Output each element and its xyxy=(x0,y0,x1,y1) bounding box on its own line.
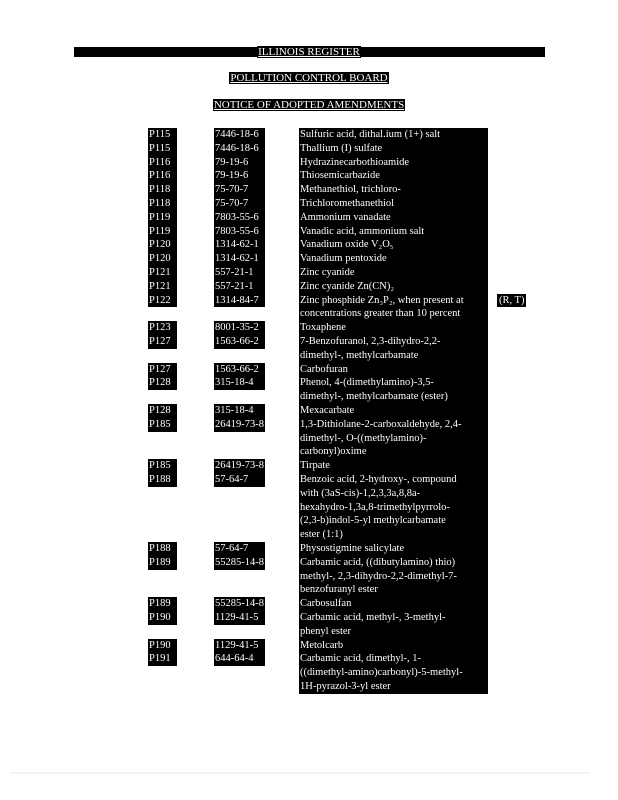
hazardous-waste-code: P128 xyxy=(148,404,177,418)
cas-number: 7803-55-6 xyxy=(214,225,265,239)
table-row xyxy=(0,225,618,239)
hazardous-waste-code: P185 xyxy=(148,418,177,432)
table-row xyxy=(0,418,618,459)
hazardous-waste-table xyxy=(0,128,618,694)
table-row xyxy=(0,556,618,597)
cas-number: 1314-62-1 xyxy=(214,252,265,266)
substance-name-line: Phenol, 4-(dimethylamino)-3,5- xyxy=(300,377,434,389)
substance-name xyxy=(299,294,488,322)
substance-name-line: Zinc cyanide Zn(CN)₂ xyxy=(300,280,395,292)
hazardous-waste-code: P118 xyxy=(148,197,177,211)
substance-name-line: Zinc phosphide Zn₃P₂, when present at xyxy=(300,294,464,306)
cas-number: 1314-84-7 xyxy=(214,294,265,308)
hazardous-waste-code: P119 xyxy=(148,211,177,225)
substance-name-line: Benzoic acid, 2-hydroxy-, compound xyxy=(300,473,457,485)
hazardous-waste-code: P191 xyxy=(148,652,177,666)
substance-name-line: Toxaphene xyxy=(300,322,346,334)
cas-number: 57-64-7 xyxy=(214,542,265,556)
hazardous-waste-code: P116 xyxy=(148,169,177,183)
substance-name xyxy=(299,183,488,197)
substance-name-line: Methanethiol, trichloro- xyxy=(300,184,401,196)
table-row xyxy=(0,652,618,693)
cas-number: 7803-55-6 xyxy=(214,211,265,225)
hazardous-waste-code: P185 xyxy=(148,459,177,473)
hazardous-waste-code: P119 xyxy=(148,225,177,239)
table-row xyxy=(0,335,618,363)
cas-number: 57-64-7 xyxy=(214,473,265,487)
table-row xyxy=(0,597,618,611)
substance-name-line: Vanadic acid, ammonium salt xyxy=(300,225,425,237)
cas-number: 7446-18-6 xyxy=(214,142,265,156)
substance-name-line: ((dimethyl-amino)carbonyl)-5-methyl- xyxy=(300,667,463,679)
substance-name xyxy=(299,335,488,363)
hazardous-waste-code: P115 xyxy=(148,128,177,142)
hazardous-waste-code: P190 xyxy=(148,611,177,625)
cas-number: 8001-35-2 xyxy=(214,321,265,335)
substance-name-line: Thallium (I) sulfate xyxy=(300,142,383,154)
table-row xyxy=(0,611,618,639)
substance-name xyxy=(299,142,488,156)
hazardous-waste-code: P127 xyxy=(148,363,177,377)
hazardous-waste-code: P116 xyxy=(148,156,177,170)
substance-name xyxy=(299,556,488,597)
substance-name-line: Metolcarb xyxy=(300,639,344,651)
notice-title xyxy=(0,99,618,111)
substance-name-line: hexahydro-1,3a,8-trimethylpyrrolo- xyxy=(300,501,450,513)
substance-name-line: dimethyl-, methylcarbamate (ester) xyxy=(300,391,448,403)
cas-number: 1563-66-2 xyxy=(214,363,265,377)
substance-name-line: with (3aS-cis)-1,2,3,3a,8,8a- xyxy=(300,487,421,499)
cas-number: 557-21-1 xyxy=(214,280,265,294)
board-title xyxy=(0,72,618,84)
cas-number: 26419-73-8 xyxy=(215,460,264,472)
register-title-text: ILLINOIS REGISTER xyxy=(258,46,360,58)
substance-name-line: Carbamic acid, dimethyl-, 1- xyxy=(300,653,422,665)
table-row xyxy=(0,639,618,653)
hazardous-waste-code: P189 xyxy=(148,597,177,611)
table-row xyxy=(0,142,618,156)
cas-number: 55285-14-8 xyxy=(215,598,264,610)
substance-name-line: Carbofuran xyxy=(300,363,348,375)
substance-name xyxy=(299,252,488,266)
substance-name-line: 1H-pyrazol-3-yl ester xyxy=(300,680,391,692)
table-row xyxy=(0,197,618,211)
substance-name xyxy=(299,156,488,170)
hazardous-waste-code: P115 xyxy=(148,142,177,156)
cas-number: 75-70-7 xyxy=(214,183,265,197)
table-row xyxy=(0,266,618,280)
substance-name-line: Thiosemicarbazide xyxy=(300,170,380,182)
substance-name xyxy=(299,639,488,653)
hazardous-waste-code: P120 xyxy=(148,238,177,252)
substance-name-line: Trichloromethanethiol xyxy=(300,197,395,209)
substance-name-line: benzofuranyl ester xyxy=(300,584,378,596)
hazard-code-note: (R, T) xyxy=(499,294,525,306)
substance-name-line: Hydrazinecarbothioamide xyxy=(300,156,410,168)
substance-name-line: Zinc cyanide xyxy=(300,266,355,278)
hazardous-waste-code: P188 xyxy=(148,473,177,487)
substance-name-line: carbonyl)oxime xyxy=(300,446,367,458)
cas-number: 1314-62-1 xyxy=(214,238,265,252)
table-row xyxy=(0,542,618,556)
cas-number: 1129-41-5 xyxy=(214,611,265,625)
substance-name xyxy=(299,211,488,225)
cas-number: 1129-41-5 xyxy=(214,639,265,653)
register-title xyxy=(0,46,618,58)
table-row xyxy=(0,473,618,542)
substance-name-line: Ammonium vanadate xyxy=(300,211,391,223)
substance-name-line: Tirpate xyxy=(300,460,330,472)
hazardous-waste-code: P123 xyxy=(148,321,177,335)
cas-number: 75-70-7 xyxy=(214,197,265,211)
substance-name-line: 7-Benzofuranol, 2,3-dihydro-2,2- xyxy=(300,335,441,347)
substance-name-line: dimethyl-, O-((methylamino)- xyxy=(300,432,427,444)
substance-name xyxy=(299,169,488,183)
table-row xyxy=(0,294,618,322)
substance-name-line: Carbamic acid, methyl-, 3-methyl- xyxy=(300,611,446,623)
substance-name xyxy=(299,280,488,294)
substance-name xyxy=(299,128,488,142)
substance-name xyxy=(299,266,488,280)
hazardous-waste-code: P127 xyxy=(148,335,177,349)
substance-name xyxy=(299,363,488,377)
substance-name-line: dimethyl-, methylcarbamate xyxy=(300,349,419,361)
table-row xyxy=(0,128,618,142)
substance-name-line: Physostigmine salicylate xyxy=(300,542,405,554)
substance-name xyxy=(299,225,488,239)
cas-number: 315-18-4 xyxy=(214,376,265,390)
hazardous-waste-code: P122 xyxy=(148,294,177,308)
cas-number: 557-21-1 xyxy=(214,266,265,280)
table-row xyxy=(0,363,618,377)
substance-name-line: Carbosulfan xyxy=(300,598,352,610)
substance-name xyxy=(299,459,488,473)
hazardous-waste-code: P118 xyxy=(148,183,177,197)
substance-name-line: methyl-, 2,3-dihydro-2,2-dimethyl-7- xyxy=(300,570,457,582)
cas-number: 79-19-6 xyxy=(214,156,265,170)
cas-number: 55285-14-8 xyxy=(215,556,264,568)
hazardous-waste-code: P189 xyxy=(148,556,177,570)
table-row xyxy=(0,404,618,418)
substance-name-line: ester (1:1) xyxy=(300,529,343,541)
cas-number: 26419-73-8 xyxy=(215,418,264,430)
hazardous-waste-code: P120 xyxy=(148,252,177,266)
substance-name xyxy=(299,197,488,211)
notice-title-text: NOTICE OF ADOPTED AMENDMENTS xyxy=(213,99,405,111)
substance-name-line: concentrations greater than 10 percent xyxy=(300,308,461,320)
substance-name-line: Sulfuric acid, dithal.ium (1+) salt xyxy=(300,129,441,140)
table-row xyxy=(0,252,618,266)
hazardous-waste-code: P188 xyxy=(148,542,177,556)
board-title-text: POLLUTION CONTROL BOARD xyxy=(230,72,388,84)
table-row xyxy=(0,211,618,225)
substance-name xyxy=(299,597,488,611)
substance-name xyxy=(299,404,488,418)
hazardous-waste-code: P121 xyxy=(148,280,177,294)
table-row xyxy=(0,156,618,170)
scan-edge xyxy=(10,772,590,774)
table-row xyxy=(0,459,618,473)
substance-name xyxy=(299,611,488,639)
hazardous-waste-code: P121 xyxy=(148,266,177,280)
cas-number: 7446-18-6 xyxy=(214,128,265,142)
substance-name-line: phenyl ester xyxy=(300,625,352,637)
cas-number: 79-19-6 xyxy=(214,169,265,183)
table-row xyxy=(0,280,618,294)
substance-name-line: Vanadium oxide V₂O₅ xyxy=(300,239,394,251)
substance-name xyxy=(299,473,488,542)
substance-name-line: Carbamic acid, ((dibutylamino) thio) xyxy=(300,556,456,568)
substance-name-line: Mexacarbate xyxy=(300,404,355,416)
table-row xyxy=(0,169,618,183)
substance-name xyxy=(299,418,488,459)
cas-number: 644-64-4 xyxy=(214,652,265,666)
substance-name xyxy=(299,542,488,556)
substance-name-line: 1,3-Dithiolane-2-carboxaldehyde, 2,4- xyxy=(300,418,462,430)
table-row xyxy=(0,238,618,252)
cas-number: 315-18-4 xyxy=(214,404,265,418)
substance-name xyxy=(299,238,488,252)
substance-name-line: (2,3-b)indol-5-yl methylcarbamate xyxy=(300,515,446,527)
table-row xyxy=(0,321,618,335)
table-row xyxy=(0,376,618,404)
table-row xyxy=(0,183,618,197)
substance-name xyxy=(299,321,488,335)
cas-number: 1563-66-2 xyxy=(214,335,265,349)
substance-name-line: Vanadium pentoxide xyxy=(300,253,387,265)
hazardous-waste-code: P128 xyxy=(148,376,177,390)
substance-name xyxy=(299,652,488,693)
hazardous-waste-code: P190 xyxy=(148,639,177,653)
substance-name xyxy=(299,376,488,404)
